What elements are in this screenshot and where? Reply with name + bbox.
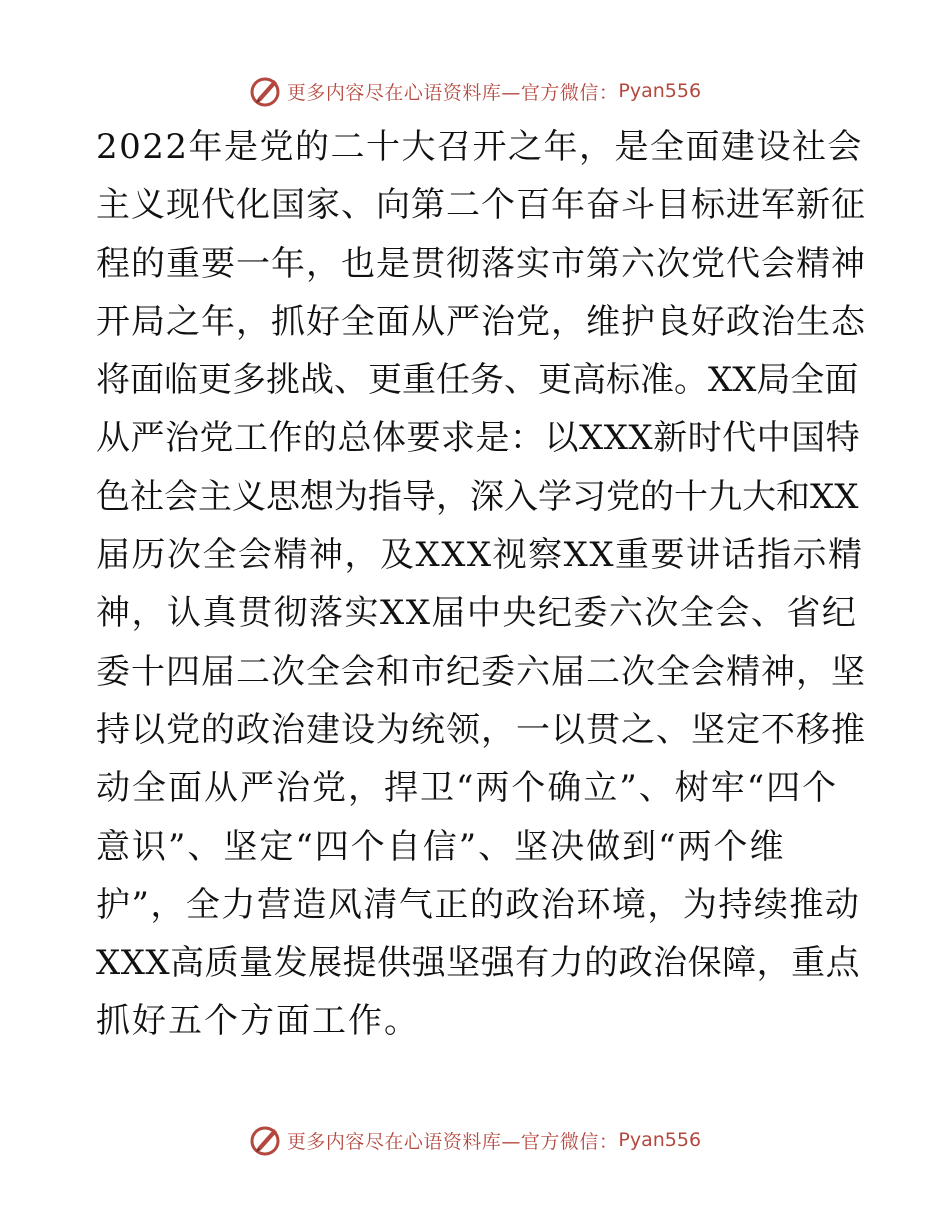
- text-line: 将面临更多挑战、更重任务、更高标准。XX局全面: [96, 360, 859, 401]
- watermark-text: 更多内容尽在心语资料库—官方微信：: [286, 1130, 619, 1153]
- text-line: 色社会主义思想为指导，深入学习党的十九大和XX: [96, 476, 859, 517]
- text-line: 届历次全会精神，及XXX视察XX重要讲话指示精: [96, 535, 864, 576]
- text-line: 从严治党工作的总体要求是：以XXX新时代中国特: [96, 418, 861, 459]
- text-line: 主义现代化国家、向第二个百年奋斗目标进军新征: [96, 185, 866, 226]
- wechat-id: Pyan556: [618, 80, 702, 102]
- text-line: 动全面从严治党，捍卫“两个确立”、树牢“四个: [96, 768, 839, 809]
- quill-pen-circle-icon: [249, 74, 283, 108]
- text-line: XXX高质量发展提供强坚强有力的政治保障，重点: [96, 943, 861, 984]
- text-line: 神，认真贯彻落实XX届中央纪委六次全会、省纪: [96, 593, 858, 634]
- footer-watermark: [0, 1120, 950, 1160]
- text-line: 抓好五个方面工作。: [96, 1001, 420, 1042]
- text-line: 护”，全力营造风清气正的政治环境，为持续推动: [96, 884, 861, 925]
- quill-pen-circle-icon: [249, 1123, 283, 1157]
- wechat-id: Pyan556: [618, 1129, 702, 1151]
- text-line: 开局之年，抓好全面从严治党，维护良好政治生态: [96, 301, 866, 342]
- text-line: 委十四届二次全会和市纪委六届二次全会精神，坚: [96, 651, 866, 692]
- text-line: 2022年是党的二十大召开之年，是全面建设社会: [96, 127, 864, 167]
- header-watermark: [0, 71, 950, 111]
- text-line: 程的重要一年，也是贯彻落实市第六次党代会精神: [96, 243, 866, 284]
- watermark-text: 更多内容尽在心语资料库—官方微信：: [286, 81, 619, 104]
- text-line: 意识”、坚定“四个自信”、坚决做到“两个维: [96, 826, 786, 867]
- body-paragraph: [96, 118, 866, 1051]
- text-line: 持以党的政治建设为统领，一以贯之、坚定不移推: [96, 709, 866, 750]
